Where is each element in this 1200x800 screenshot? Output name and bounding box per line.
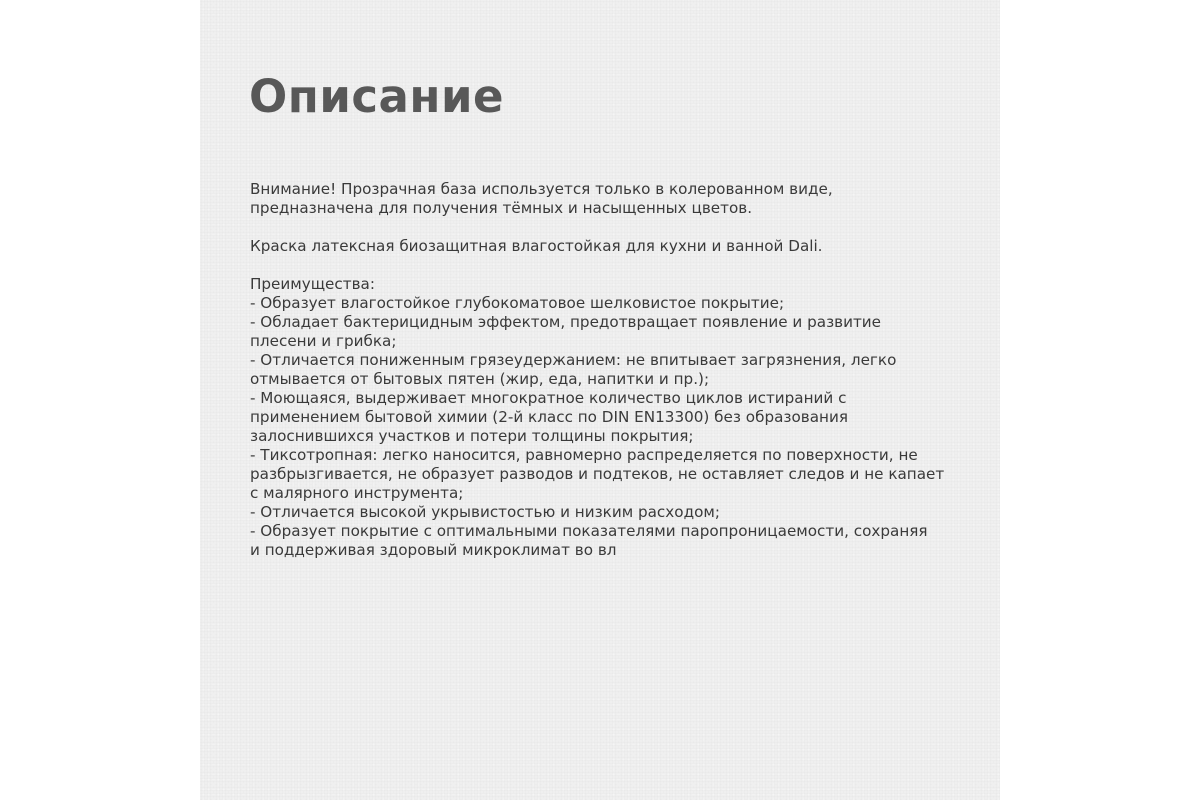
text-line: - Моющаяся, выдерживает многократное количество циклов истираний с	[250, 389, 847, 407]
text-line: - Отличается высокой укрывистостью и низким расходом;	[250, 503, 720, 521]
text-line: и поддерживая здоровый микроклимат во вл	[250, 541, 617, 559]
product-paragraph	[250, 237, 990, 256]
text-line: - Обладает бактерицидным эффектом, предотвращает появление и развитие	[250, 313, 882, 331]
description-body	[250, 180, 990, 579]
warning-paragraph	[250, 180, 990, 218]
text-line: плесени и грибка;	[250, 332, 397, 350]
text-line: отмывается от бытовых пятен (жир, еда, напитки и пр.);	[250, 370, 710, 388]
text-line: с малярного инструмента;	[250, 484, 464, 502]
text-line: предназначена для получения тёмных и насыщенных цветов.	[250, 199, 753, 217]
advantages-paragraph	[250, 275, 990, 560]
text-line: - Образует влагостойкое глубокоматовое шелковистое покрытие;	[250, 294, 785, 312]
text-line: разбрызгивается, не образует разводов и подтеков, не оставляет следов и не капает	[250, 465, 945, 483]
text-line: - Образует покрытие с оптимальными показателями паропроницаемости, сохраняя	[250, 522, 928, 540]
text-line: - Тиксотропная: легко наносится, равномерно распределяется по поверхности, не	[250, 446, 918, 464]
text-line: - Отличается пониженным грязеудержанием: не впитывает загрязнения, легко	[250, 351, 897, 369]
text-line: залоснившихся участков и потери толщины покрытия;	[250, 427, 694, 445]
description-card	[200, 0, 1000, 800]
text-line: применением бытовой химии (2-й класс по DIN EN13300) без образования	[250, 408, 848, 426]
text-line: Краска латексная биозащитная влагостойкая для кухни и ванной Dali.	[250, 237, 823, 255]
page-title: Описание	[249, 70, 505, 123]
advantages-heading: Преимущества:	[250, 275, 375, 293]
text-line: Внимание! Прозрачная база используется только в колерованном виде,	[250, 180, 833, 198]
